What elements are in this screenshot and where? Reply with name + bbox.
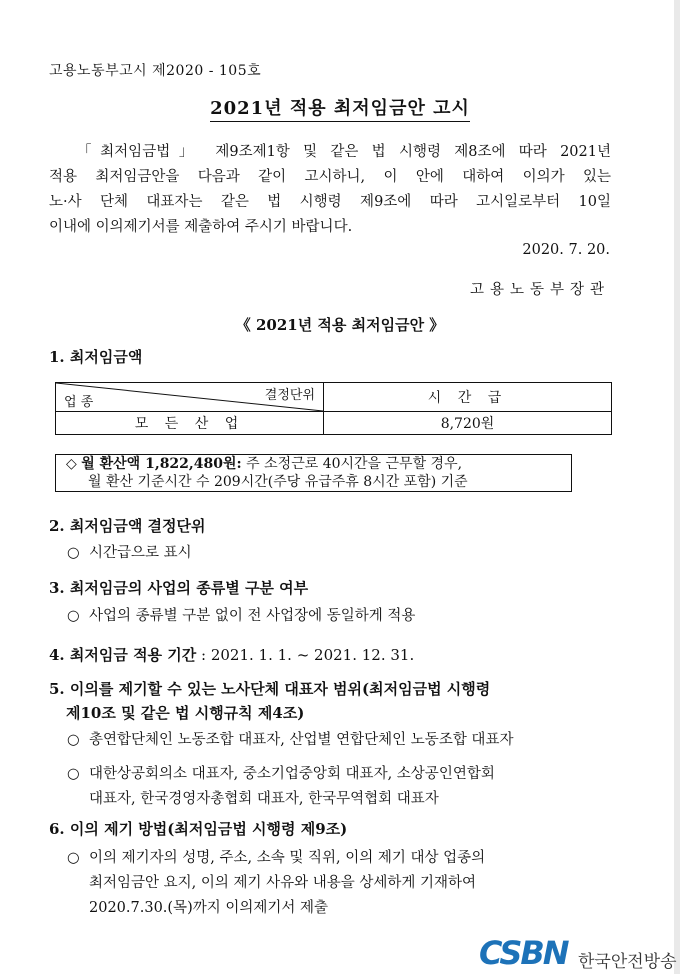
title-text: 2021년 적용 최저임금안 고시 bbox=[210, 98, 470, 122]
minister-signature: 고용노동부장관 bbox=[469, 282, 610, 298]
section-3-heading: 3. 최저임금의 사업의 종류별 구분 여부 bbox=[49, 579, 309, 597]
intro-line: 이내에 이의제기서를 제출하여 주시기 바랍니다. bbox=[49, 219, 353, 235]
hourly-header-cell: 시 간 급 bbox=[324, 383, 612, 412]
section-6-item bbox=[67, 846, 627, 921]
section-6-heading: 6. 이의 제기 방법(최저임금법 시행령 제9조) bbox=[49, 820, 348, 838]
section-5-heading bbox=[49, 677, 490, 725]
subtitle: 《 2021년 적용 최저임금안 》 bbox=[235, 316, 445, 334]
section-2-heading: 2. 최저임금액 결정단위 bbox=[49, 517, 206, 535]
item-text-cont: 2020.7.30.(목)까지 이의제기서 제출 bbox=[89, 900, 329, 916]
table-header-row bbox=[56, 383, 612, 412]
note-line-1 bbox=[66, 455, 561, 473]
monthly-conversion-note bbox=[55, 454, 572, 492]
section-5-item-2 bbox=[67, 762, 627, 812]
intro-line: 적용 최저임금안을 다음과 같이 고시하니, 이 안에 대하여 이의가 있는 bbox=[49, 169, 611, 185]
section-4-heading bbox=[49, 644, 414, 665]
section-4-period: : 2021. 1. 1. ~ 2021. 12. 31. bbox=[196, 646, 415, 664]
intro-line: 「최저임금법」 제9조제1항 및 같은 법 시행령 제8조에 따라 2021년 bbox=[77, 144, 611, 160]
section-3-item bbox=[67, 604, 627, 629]
section-5-heading-line-1: 5. 이의를 제기할 수 있는 노사단체 대표자 범위(최저임금법 시행령 bbox=[49, 680, 491, 698]
note-line-2: 월 환산 기준시간 수 209시간(주당 유급주휴 8시간 포함) 기준 bbox=[88, 474, 468, 490]
section-5-heading-line-2: 제10조 및 같은 법 시행규칙 제4조) bbox=[66, 704, 305, 722]
note-rest: 주 소정근로 40시간을 근무할 경우, bbox=[241, 456, 463, 472]
section-2-item bbox=[67, 541, 627, 566]
item-text: 대한상공회의소 대표자, 중소기업중앙회 대표자, 소상공인연합회 bbox=[89, 766, 495, 782]
circle-bullet-icon: ○ bbox=[67, 766, 80, 782]
broadcaster-name: 한국안전방송 bbox=[578, 952, 677, 972]
item-text-cont: 대표자, 한국경영자총협회 대표자, 한국무역협회 대표자 bbox=[89, 791, 439, 807]
issue-date: 2020. 7. 20. bbox=[522, 242, 610, 258]
item-text: 이의 제기자의 성명, 주소, 소속 및 직위, 이의 제기 대상 업종의 bbox=[89, 850, 486, 866]
section-4-title: 4. 최저임금 적용 기간 bbox=[49, 646, 197, 664]
intro-paragraph bbox=[49, 140, 611, 240]
circle-bullet-icon: ○ bbox=[67, 732, 80, 748]
section-1-heading: 1. 최저임금액 bbox=[49, 348, 143, 366]
circle-bullet-icon: ○ bbox=[67, 545, 80, 561]
intro-line: 노·사 단체 대표자는 같은 법 시행령 제9조에 따라 고시일로부터 10일 bbox=[49, 194, 611, 210]
section-5-item-1 bbox=[67, 728, 627, 753]
hourly-value-cell: 8,720원 bbox=[324, 412, 612, 435]
table-row bbox=[56, 412, 612, 435]
minimum-wage-table bbox=[55, 382, 612, 435]
industry-cell: 모 든 산 업 bbox=[56, 412, 324, 435]
diag-top-label: 결정단위 bbox=[264, 388, 315, 403]
csbn-logo: CSBN bbox=[479, 934, 568, 972]
item-text-cont: 최저임금안 요지, 이의 제기 사유와 내용을 상세하게 기재하여 bbox=[89, 875, 477, 891]
item-text: 총연합단체인 노동조합 대표자, 산업별 연합단체인 노동조합 대표자 bbox=[89, 732, 514, 748]
item-text: 시간급으로 표시 bbox=[89, 545, 192, 561]
diagonal-header-cell bbox=[56, 383, 324, 412]
document-title bbox=[0, 94, 680, 120]
circle-bullet-icon: ○ bbox=[67, 850, 80, 866]
page-edge bbox=[674, 0, 680, 974]
diamond-bullet-icon: ◇ bbox=[66, 456, 77, 472]
note-bold-part: 월 환산액 1,822,480원: bbox=[81, 456, 242, 472]
item-text: 사업의 종류별 구분 없이 전 사업장에 동일하게 적용 bbox=[89, 608, 416, 624]
notice-number: 고용노동부고시 제2020 - 105호 bbox=[49, 63, 262, 79]
circle-bullet-icon: ○ bbox=[67, 608, 80, 624]
diag-bottom-label: 업 종 bbox=[64, 395, 94, 410]
